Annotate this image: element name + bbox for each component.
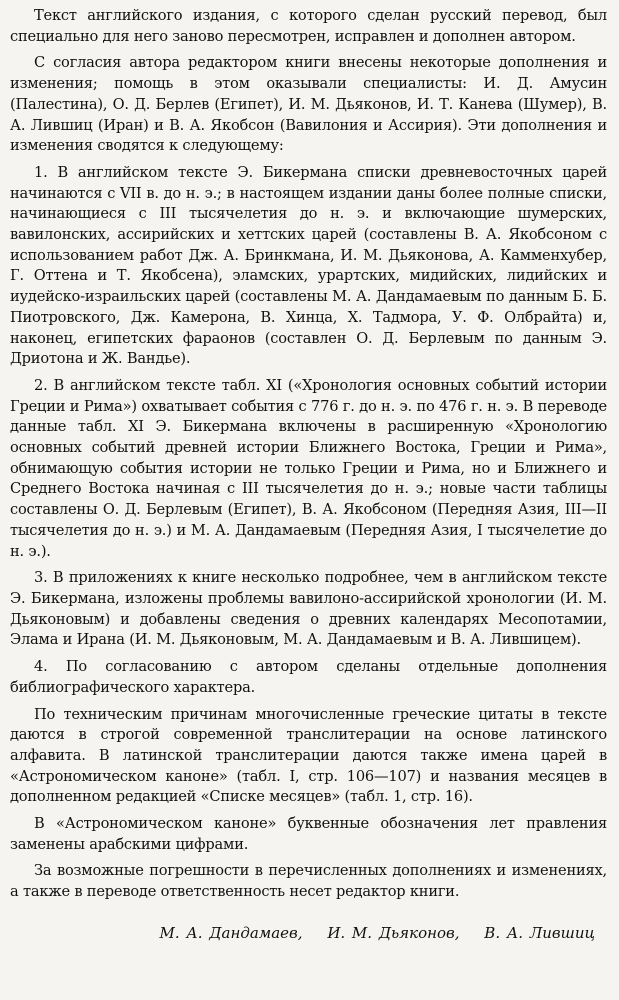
signature-dandamaev: М. А. Дандамаев, [159, 924, 303, 942]
paragraph-intro: Текст английского издания, с которого сделан русский перевод, был специально для него заново пересмотрен, исправлен и дополнен автором. [10, 7, 607, 45]
paragraph-canon: В «Астрономическом каноне» буквенные обозначения лет правления заменены арабскими цифрами. [10, 815, 607, 853]
paragraph-item-3: 3. В приложениях к книге несколько подробнее, чем в английском тексте Э. Бикермана, изложены проблемы вавилоно-ассирийской хронологии (И. М. Дьяконовым) и добавлены сведения о древних календарях Месопотамии, Элама и Ирана (И. М. Дьяконовым, М. А. Дандамаевым и В. А. Лившицем). [10, 569, 607, 649]
paragraph-responsibility: За возможные погрешности в перечисленных дополнениях и изменениях, а также в переводе ответственность несет редактор книги. [10, 862, 607, 901]
body-text [10, 6, 607, 903]
signature-dyakonov: И. М. Дьяконов, [327, 924, 460, 942]
paragraph-item-1: 1. В английском тексте Э. Бикермана списки древневосточных царей начинаются с VII в. до н. э.; в настоящем издании даны более полные списки, начинающиеся с III тысячелетия до н. э. и включающие шумерских, вавилонских, ассирийских и хеттских царей (составлены В. А. Якобсоном с использованием работ Дж. А. Бринкмана, И. М. Дьяконова, А. Камменхубер, Г. Оттена и Т. Якобсена), эламских, урартских, мидийских, лидийских и иудейско-израильских царей (составлены М. А. Дандамаевым по данным Б. Б. Пиотровского, Дж. Камерона, В. Хинца, Х. Тадмора, У. Ф. Олбрайта) и, наконец, египетских фараонов (составлен О. Д. Берлевым по данным Э. Дриотона и Ж. Вандье). [10, 163, 607, 368]
signature-livshits: В. А. Лившиц [484, 924, 595, 942]
paragraph-transliteration: По техническим причинам многочисленные греческие цитаты в тексте даются в строгой современной транслитерации на основе латинского алфавита. В латинской транслитерации даются также имена царей в «Астрономическом каноне» (табл. I, стр. 106—107) и названия месяцев в дополненном редакцией «Списке месяцев» (табл. 1, стр. 16). [10, 705, 607, 806]
paragraph-item-2: 2. В английском тексте табл. XI («Хронология основных событий истории Греции и Рима») охватывает события с 776 г. до н. э. по 476 г. н. э. В переводе данные табл. XI Э. Бикермана включены в расширенную «Хронологию основных событий древней истории Ближнего Востока, Греции и Рима», обнимающую события истории не только Греции и Рима, но и Ближнего и Среднего Востока начиная с III тысячелетия до н. э.; новые части таблицы составлены О. Д. Берлевым (Египет), В. А. Якобсоном (Передняя Азия, III—II тысячелетия до н. э.) и М. А. Дандамаевым (Передняя Азия, I тысячелетие до н. э.). [10, 376, 607, 560]
signature-line [0, 924, 595, 942]
paragraph-consultants: С согласия автора редактором книги внесены некоторые дополнения и изменения; помощь в этом оказывали специалисты: И. Д. Амусин (Палестина), О. Д. Берлев (Египет), И. М. Дьяконов, И. Т. Канева (Шумер), В. А. Лившиц (Иран) и В. А. Якобсон (Вавилония и Ассирия). Эти дополнения и изменения сводятся к следующему: [10, 54, 607, 155]
paragraph-item-4: 4. По согласованию с автором сделаны отдельные дополнения библиографического характера. [10, 658, 607, 696]
